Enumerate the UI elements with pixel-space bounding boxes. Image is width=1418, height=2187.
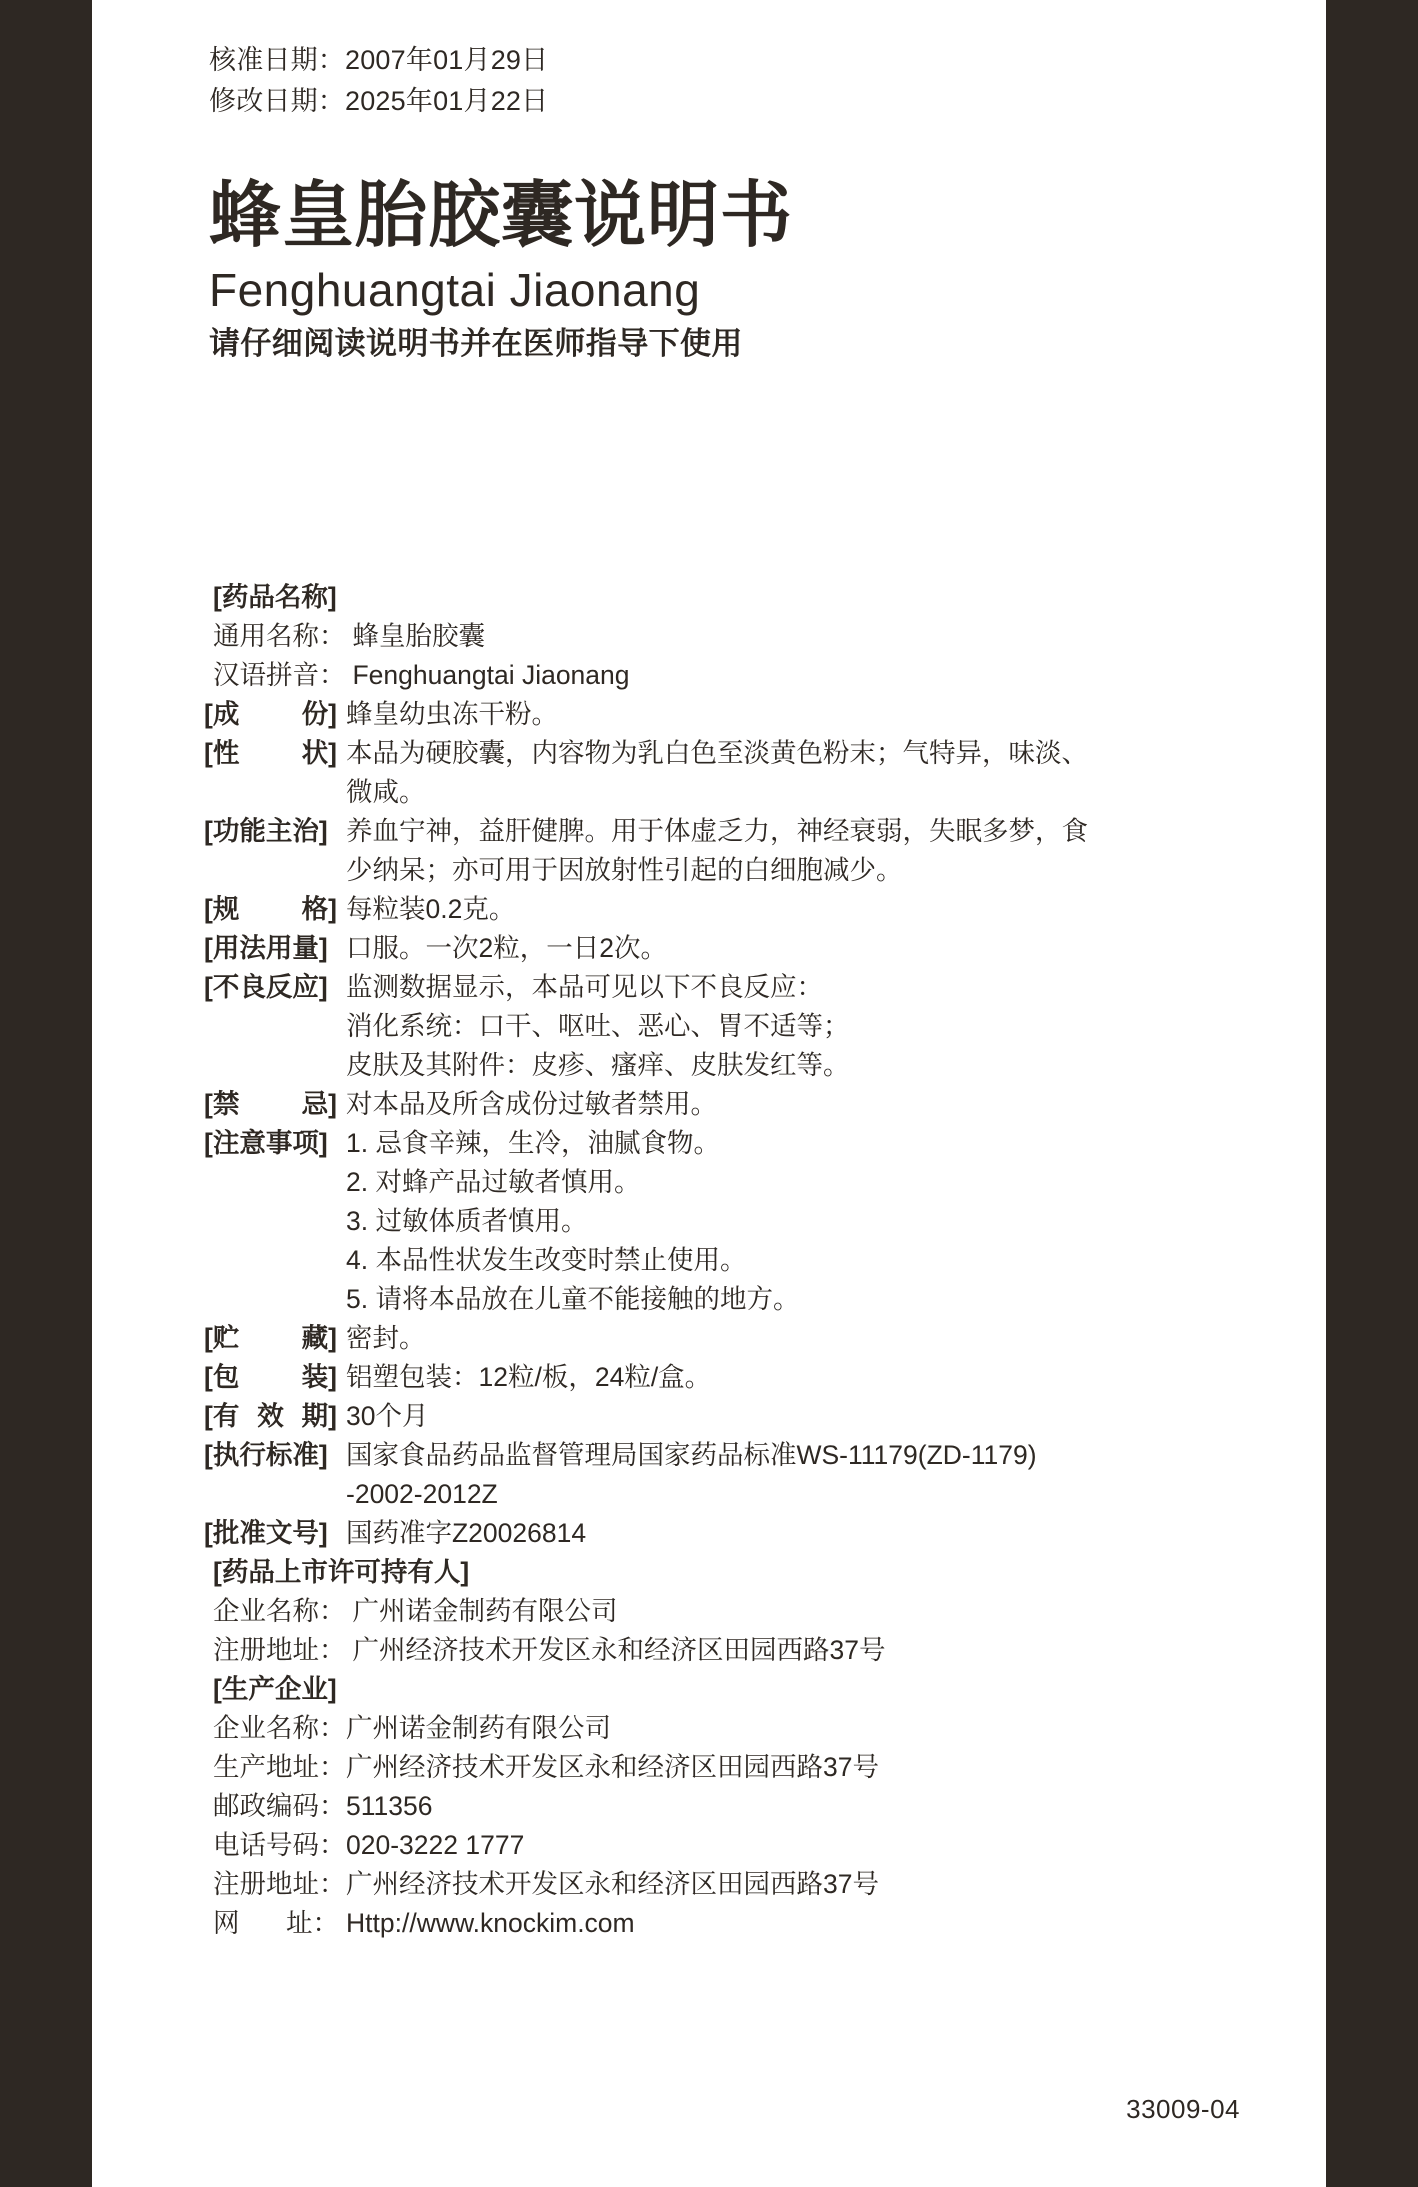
mah-address-key: 注册地址： <box>213 1635 346 1665</box>
indications-label: [功能主治] <box>204 816 328 846</box>
manufacturer-website-row <box>204 1904 1214 1943</box>
section-dosage <box>204 929 1214 968</box>
generic-name-value: 蜂皇胎胶囊 <box>352 621 485 651</box>
storage-value: 密封。 <box>346 1323 426 1353</box>
description-label: [性 状] <box>204 738 337 768</box>
specification-value: 每粒装0.2克。 <box>346 894 516 924</box>
adverse-reactions-label: [不良反应] <box>204 972 328 1002</box>
contraindications-label: [禁 忌] <box>204 1089 337 1119</box>
dosage-value: 口服。一次2粒，一日2次。 <box>346 933 667 963</box>
mah-address-value: 广州经济技术开发区永和经济区田园西路37号 <box>352 1635 886 1665</box>
read-instructions-note: 请仔细阅读说明书并在医师指导下使用 <box>209 326 743 361</box>
mah-company-value: 广州诺金制药有限公司 <box>352 1596 618 1626</box>
manufacturer-reg-address-row <box>204 1865 1214 1904</box>
adverse-line-3: 皮肤及其附件：皮疹、瘙痒、皮肤发红等。 <box>346 1050 850 1080</box>
website-key-2: 址： <box>286 1908 339 1938</box>
section-storage <box>204 1319 1214 1358</box>
indications-line-1: 养血宁神，益肝健脾。用于体虚乏力，神经衰弱，失眠多梦，食 <box>346 816 1088 846</box>
pinyin-name-row <box>204 656 1214 695</box>
contraindications-value: 对本品及所含成份过敏者禁用。 <box>346 1089 717 1119</box>
website-key-1: 网 <box>213 1908 240 1938</box>
packaging-value: 铝塑包装：12粒/板，24粒/盒。 <box>346 1362 712 1392</box>
mah-company-key: 企业名称： <box>213 1596 346 1626</box>
precautions-label: [注意事项] <box>204 1128 328 1158</box>
website-value: Http://www.knockim.com <box>346 1908 635 1938</box>
section-packaging <box>204 1358 1214 1397</box>
section-ingredients <box>204 695 1214 734</box>
manufacturer-company-key: 企业名称： <box>213 1713 346 1743</box>
standard-label: [执行标准] <box>204 1440 328 1470</box>
precaution-item: 4. 本品性状发生改变时禁止使用。 <box>346 1245 747 1275</box>
standard-line-1: 国家食品药品监督管理局国家药品标准WS-11179(ZD-1179) <box>346 1440 1037 1470</box>
pinyin-name-key: 汉语拼音： <box>213 660 346 690</box>
page-title-pinyin: Fenghuangtai Jiaonang <box>209 264 701 316</box>
precaution-item: 2. 对蜂产品过敏者慎用。 <box>346 1167 641 1197</box>
precaution-item: 1. 忌食辛辣，生冷，油腻食物。 <box>346 1128 720 1158</box>
phone-key: 电话号码： <box>213 1830 346 1860</box>
storage-label: [贮 藏] <box>204 1323 337 1353</box>
postcode-value: 511356 <box>346 1791 433 1821</box>
approval-number-label: [批准文号] <box>204 1518 328 1548</box>
page-sheet <box>92 0 1326 2187</box>
insert-body <box>204 578 1214 1943</box>
section-manufacturer <box>204 1670 1214 1709</box>
section-adverse-reactions <box>204 968 1214 1085</box>
page-inner <box>92 0 1326 2187</box>
section-description <box>204 734 1214 812</box>
reg-address-value: 广州经济技术开发区永和经济区田园西路37号 <box>346 1869 879 1899</box>
footer-code: 33009-04 <box>1126 2094 1240 2124</box>
manufacturer-address-row <box>204 1748 1214 1787</box>
dosage-label: [用法用量] <box>204 933 328 963</box>
mah-label: [药品上市许可持有人] <box>213 1557 470 1587</box>
section-drug-name <box>204 578 1214 617</box>
standard-line-2: -2002-2012Z <box>346 1479 498 1509</box>
section-contraindications <box>204 1085 1214 1124</box>
ingredients-label: [成 份] <box>204 699 337 729</box>
precaution-item: 3. 过敏体质者慎用。 <box>346 1206 588 1236</box>
mah-address-row <box>204 1631 1214 1670</box>
ingredients-value: 蜂皇幼虫冻干粉。 <box>346 699 558 729</box>
revision-date: 修改日期：2025年01月22日 <box>209 86 549 116</box>
section-precautions <box>204 1124 1214 1319</box>
adverse-line-1: 监测数据显示，本品可见以下不良反应： <box>346 972 823 1002</box>
postcode-key: 邮政编码： <box>213 1791 346 1821</box>
generic-name-key: 通用名称： <box>213 621 346 651</box>
indications-line-2: 少纳呆；亦可用于因放射性引起的白细胞减少。 <box>346 855 903 885</box>
header-dates <box>209 40 548 122</box>
manufacturer-address-value: 广州经济技术开发区永和经济区田园西路37号 <box>346 1752 879 1782</box>
manufacturer-postcode-row <box>204 1787 1214 1826</box>
phone-value: 020-3222 1777 <box>346 1830 525 1860</box>
shelf-life-value: 30个月 <box>346 1401 429 1431</box>
precaution-item: 5. 请将本品放在儿童不能接触的地方。 <box>346 1284 800 1314</box>
packaging-label: [包 装] <box>204 1362 337 1392</box>
section-specification <box>204 890 1214 929</box>
manufacturer-label: [生产企业] <box>213 1674 337 1704</box>
mah-company-row <box>204 1592 1214 1631</box>
drug-name-label: [药品名称] <box>213 582 337 612</box>
approval-date: 核准日期：2007年01月29日 <box>209 45 549 75</box>
pinyin-name-value: Fenghuangtai Jiaonang <box>352 660 630 690</box>
section-mah <box>204 1553 1214 1592</box>
title-block <box>209 172 793 364</box>
manufacturer-phone-row <box>204 1826 1214 1865</box>
specification-label: [规 格] <box>204 894 337 924</box>
section-standard <box>204 1436 1214 1514</box>
reg-address-key: 注册地址： <box>213 1869 346 1899</box>
description-line-1: 本品为硬胶囊，内容物为乳白色至淡黄色粉末；气特异，味淡、 <box>346 738 1088 768</box>
description-line-2: 微咸。 <box>346 777 426 807</box>
section-approval-number <box>204 1514 1214 1553</box>
section-shelf-life <box>204 1397 1214 1436</box>
manufacturer-company-row <box>204 1709 1214 1748</box>
approval-number-value: 国药准字Z20026814 <box>346 1518 587 1548</box>
shelf-life-label: [有 效 期] <box>204 1401 337 1431</box>
section-indications <box>204 812 1214 890</box>
generic-name-row <box>204 617 1214 656</box>
manufacturer-address-key: 生产地址： <box>213 1752 346 1782</box>
page-title: 蜂皇胎胶囊说明书 <box>209 176 794 256</box>
manufacturer-company-value: 广州诺金制药有限公司 <box>346 1713 611 1743</box>
adverse-line-2: 消化系统：口干、呕吐、恶心、胃不适等； <box>346 1011 850 1041</box>
